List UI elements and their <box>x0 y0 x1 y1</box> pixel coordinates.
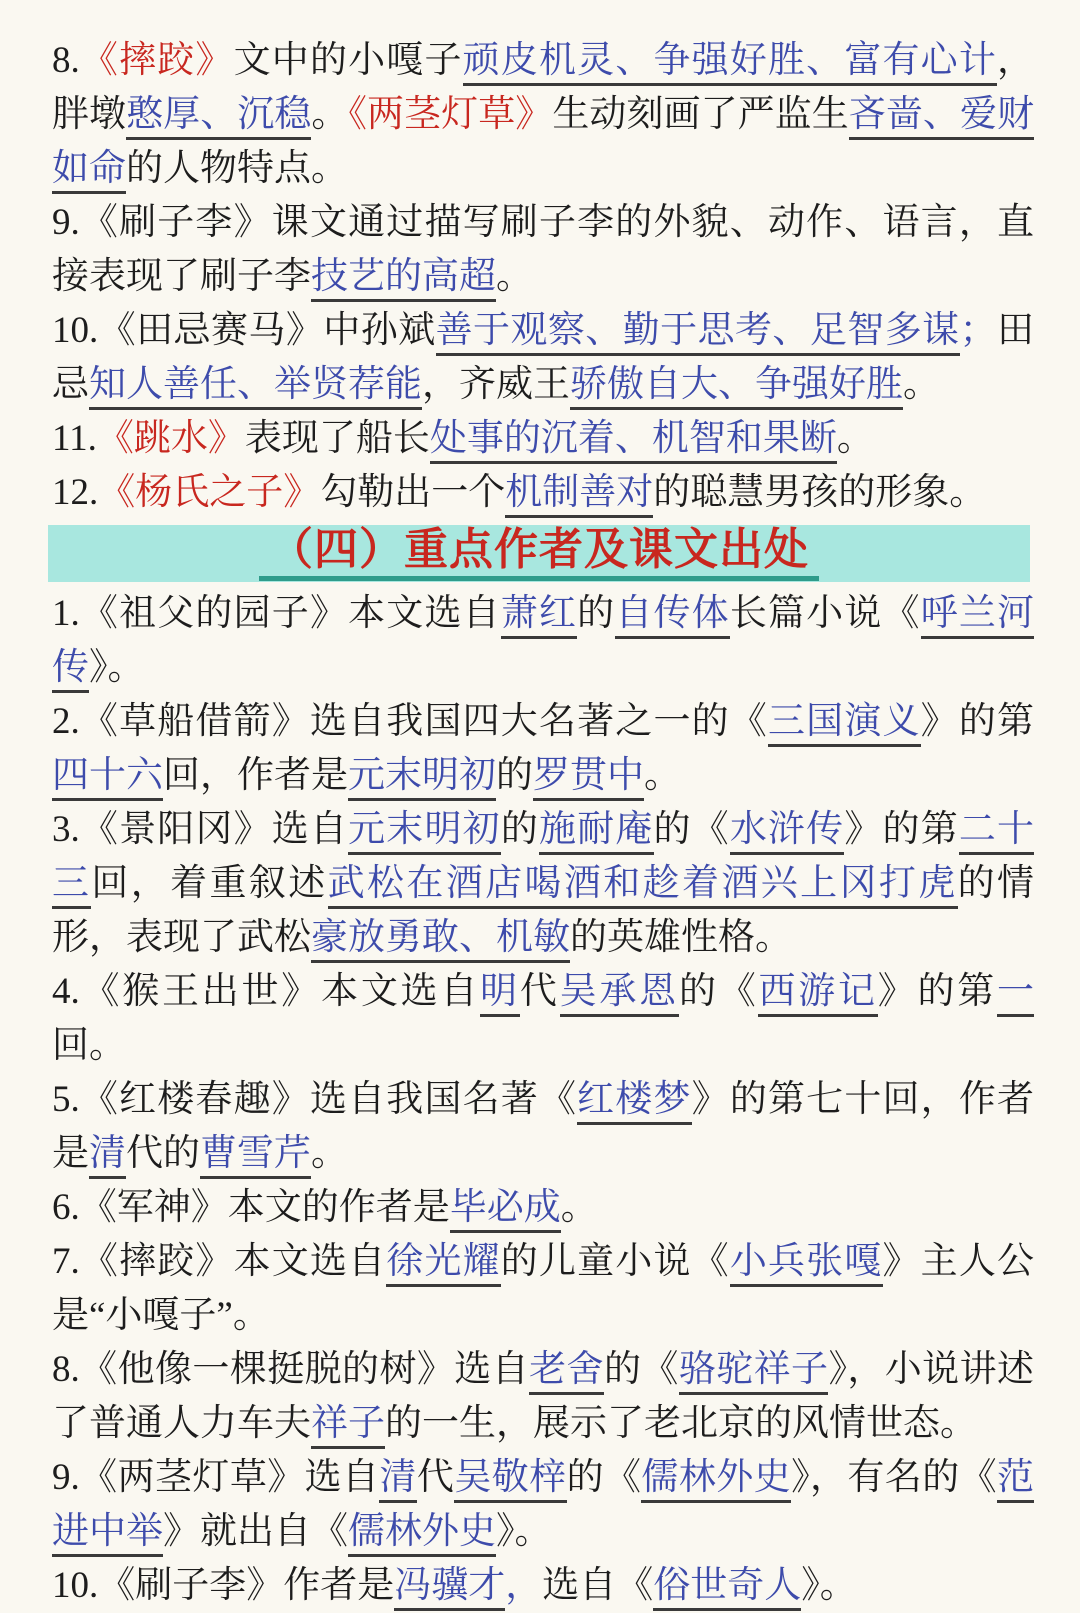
key-term-underlined: 一 <box>997 971 1034 1017</box>
text-segment: 9.《两茎灯草》选自 <box>52 1457 380 1498</box>
list-item <box>52 1181 1034 1235</box>
book-title-red: 《跳水》 <box>96 418 245 459</box>
text-segment: 文中的小嘎子 <box>233 40 463 81</box>
text-segment: 6.《军神》本文的作者是 <box>52 1187 450 1228</box>
key-term-underlined: 武松在酒店喝酒和趁着酒兴上冈打虎 <box>328 863 958 909</box>
text-segment: 长篇小说《 <box>729 593 921 634</box>
text-segment: 。 <box>311 1133 348 1174</box>
text-segment: 11. <box>52 418 97 459</box>
key-term-underlined: 范进中举 <box>52 1457 1034 1557</box>
list-item <box>52 587 1034 695</box>
text-segment: 12. <box>52 472 99 513</box>
list-item <box>52 1451 1034 1559</box>
text-segment: 的情形，表现了武松 <box>52 863 1034 958</box>
text-segment: 4.《猴王出世》本文选自 <box>52 971 481 1012</box>
key-term-underlined: 徐光耀 <box>386 1241 501 1287</box>
key-term-underlined: 西游记 <box>758 971 877 1017</box>
key-term-underlined: 顽皮机灵、争强好胜、富有心计 <box>463 40 997 86</box>
key-term-underlined: 吴敬梓 <box>454 1457 566 1503</box>
text-segment: 5.《红楼春趣》选自我国名著《 <box>52 1079 578 1120</box>
text-segment: 。 <box>496 256 533 297</box>
text-segment: 。 <box>311 94 349 135</box>
text-segment: 勾勒出一个 <box>320 472 506 513</box>
key-term-underlined: 小兵张嘎 <box>730 1241 883 1287</box>
list-item <box>52 965 1034 1073</box>
text-segment: 》。 <box>89 647 145 688</box>
list-item <box>52 412 1034 466</box>
key-term-underlined: 萧红 <box>501 593 577 639</box>
text-segment: 的《 <box>566 1457 642 1498</box>
book-title-red: 《杨氏之子》 <box>98 472 321 513</box>
text-segment: 代 <box>519 971 560 1012</box>
text-segment: 。 <box>903 364 940 405</box>
key-term-underlined: 清 <box>379 1457 416 1503</box>
text-segment: 。 <box>644 755 681 796</box>
list-item <box>52 1235 1034 1343</box>
text-segment: 的人物特点。 <box>126 148 348 189</box>
book-title-red: 《摔跤》 <box>79 40 234 81</box>
text-segment: 的《 <box>653 809 730 850</box>
text-segment: 回，作者是 <box>163 755 348 796</box>
key-term-underlined: 机制善对 <box>505 472 653 518</box>
text-segment: 选自《 <box>542 1565 654 1606</box>
key-term-underlined: 三国演义 <box>768 701 921 747</box>
list-item <box>52 304 1034 412</box>
text-segment: 8. <box>52 40 80 81</box>
text-segment: 代的 <box>126 1133 200 1174</box>
text-segment: ，齐威王 <box>422 364 570 405</box>
text-segment: 10.《刷子李》作者是 <box>52 1565 395 1606</box>
text-segment: 9.《刷子李》课文通过描写刷子李的外貌、动作、语言，直接表现了刷子李 <box>52 202 1034 297</box>
character-traits-list <box>52 34 1034 520</box>
list-item <box>52 34 1034 196</box>
list-item <box>52 1073 1034 1181</box>
text-segment: 。 <box>560 1187 598 1228</box>
text-segment: 田忌 <box>52 310 1035 405</box>
list-item <box>52 803 1034 965</box>
text-segment: 》。 <box>801 1565 857 1606</box>
text-segment: 》。 <box>496 1511 552 1552</box>
key-term-underlined: 水浒传 <box>730 809 845 855</box>
key-term-underlined: 祥子 <box>311 1403 385 1449</box>
key-term-underlined: 骄傲自大、争强好胜 <box>570 364 903 410</box>
key-term-underlined: 憨厚、沉稳 <box>126 94 311 140</box>
text-segment: 3.《景阳冈》选自 <box>52 809 349 850</box>
list-item <box>52 196 1034 304</box>
list-item <box>52 1343 1034 1451</box>
key-term-underlined: 呼兰河传 <box>52 593 1034 693</box>
key-term-underlined: 老舍 <box>529 1349 604 1395</box>
list-item <box>52 466 1034 520</box>
text-segment: 》，有名的《 <box>791 1457 998 1498</box>
text-segment: 》的第 <box>877 971 998 1012</box>
section-header-band <box>48 525 1030 582</box>
key-term-underlined: 处事的沉着、机智和果断 <box>430 418 837 464</box>
text-segment: 的 <box>500 809 539 850</box>
text-segment: 表现了船长 <box>244 418 430 459</box>
text-segment: 》的第七十回，作者是 <box>52 1079 1035 1174</box>
text-segment: 的儿童小说《 <box>500 1241 730 1282</box>
text-segment: 生动刻画了严监生 <box>552 94 849 135</box>
text-segment: 的《 <box>603 1349 679 1390</box>
punctuation-blue: ； <box>959 310 997 351</box>
section-header-title: （四）重点作者及课文出处 <box>259 527 819 581</box>
text-segment: 》主人公是“小嘎子”。 <box>52 1241 1035 1336</box>
key-term-underlined: 毕必成 <box>450 1187 561 1233</box>
text-segment: ，胖墩 <box>52 40 1035 135</box>
text-segment: 的 <box>577 593 616 634</box>
key-term-underlined: 豪放勇敢、机敏 <box>311 917 570 963</box>
text-segment: 2.《草船借箭》选自我国四大名著之一的《 <box>52 701 768 742</box>
key-term-underlined: 儒林外史 <box>641 1457 791 1503</box>
text-segment: 8.《他像一棵挺脱的树》选自 <box>52 1349 530 1390</box>
list-item <box>52 1559 1034 1613</box>
key-term-underlined: 骆驼祥子 <box>679 1349 829 1395</box>
key-term-underlined: 自传体 <box>615 593 730 639</box>
key-term-underlined: 四十六 <box>52 755 163 801</box>
text-segment: 的 <box>496 755 533 796</box>
text-segment: 回，着重叙述 <box>91 863 328 904</box>
key-term-underlined: 罗贯中 <box>533 755 644 801</box>
text-segment: 》，小说讲述了普通人力车夫 <box>52 1349 1035 1444</box>
text-segment: 》的第 <box>920 701 1035 742</box>
key-term-underlined: 明 <box>480 971 520 1017</box>
text-segment: 10.《田忌赛马》中孙斌 <box>52 310 436 351</box>
key-term-underlined: 儒林外史 <box>348 1511 496 1557</box>
book-title-red: 《两茎灯草》 <box>348 94 553 135</box>
key-term-underlined: 技艺的高超 <box>311 256 496 302</box>
key-term-underlined: 吴承恩 <box>560 971 679 1017</box>
key-term-underlined: 善于观察、勤于思考、足智多谋 <box>436 310 960 356</box>
key-term-underlined: 俗世奇人 <box>653 1565 801 1611</box>
text-segment: 7.《摔跤》本文选自 <box>52 1241 387 1282</box>
text-segment: 的英雄性格。 <box>570 917 792 958</box>
key-term-underlined: 红楼梦 <box>577 1079 692 1125</box>
text-segment: 。 <box>836 418 874 459</box>
text-segment: 的《 <box>678 971 759 1012</box>
punctuation-blue: ， <box>505 1565 543 1606</box>
key-term-underlined: 施耐庵 <box>539 809 654 855</box>
text-segment: 1.《祖父的园子》本文选自 <box>52 593 501 634</box>
text-segment: 》就出自《 <box>163 1511 348 1552</box>
text-segment: 的聪慧男孩的形象。 <box>653 472 987 513</box>
text-segment: 代 <box>416 1457 455 1498</box>
text-segment: 》的第 <box>844 809 959 850</box>
authors-sources-list <box>52 587 1034 1613</box>
text-segment: 的一生，展示了老北京的风情世态。 <box>385 1403 977 1444</box>
key-term-underlined: 冯骥才 <box>394 1565 505 1611</box>
key-term-underlined: 元末明初 <box>348 809 501 855</box>
text-segment: 回。 <box>52 1025 126 1066</box>
key-term-underlined: 知人善任、举贤荐能 <box>89 364 422 410</box>
key-term-underlined: 清 <box>89 1133 126 1179</box>
key-term-underlined: 吝啬、爱财如命 <box>52 94 1034 194</box>
list-item <box>52 695 1034 803</box>
key-term-underlined: 曹雪芹 <box>200 1133 311 1179</box>
key-term-underlined: 元末明初 <box>348 755 496 801</box>
key-term-underlined: 二十三 <box>52 809 1034 909</box>
